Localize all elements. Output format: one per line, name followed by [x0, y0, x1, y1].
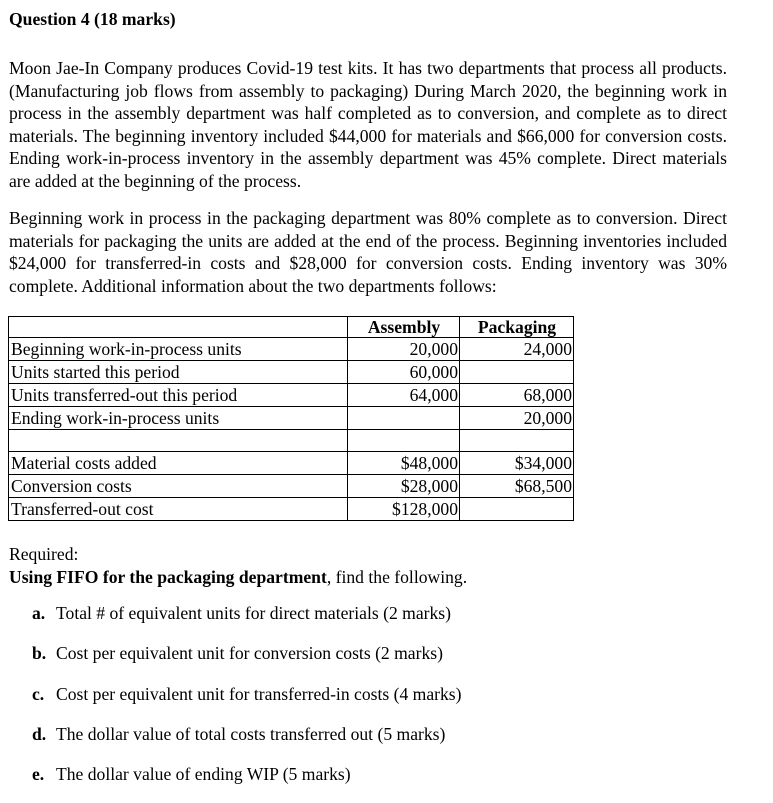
question-letter: e.: [32, 764, 45, 785]
required-title: Required:: [9, 544, 79, 564]
list-item: [32, 602, 462, 642]
table-row: [9, 384, 574, 407]
table-spacer-row: [9, 430, 574, 452]
row-label: [9, 430, 348, 452]
question-text: Cost per equivalent unit for transferred-in costs (4 marks): [56, 683, 462, 704]
assembly-value: [348, 430, 460, 452]
row-label: Transferred-out cost: [9, 498, 348, 521]
row-label: Beginning work-in-process units: [9, 338, 348, 361]
row-label: Units started this period: [9, 361, 348, 384]
packaging-value: 24,000: [460, 338, 574, 361]
question-letter: a.: [32, 603, 46, 623]
packaging-value: $34,000: [460, 452, 574, 475]
row-label: Material costs added: [9, 452, 348, 475]
question-text: The dollar value of total costs transferred out (5 marks): [56, 723, 446, 744]
table-row: [9, 498, 574, 521]
header-packaging: Packaging: [460, 317, 574, 338]
header-assembly: Assembly: [348, 317, 460, 338]
list-item: [32, 683, 462, 723]
table-row: [9, 338, 574, 361]
assembly-value: $128,000: [348, 498, 460, 521]
row-label: Conversion costs: [9, 475, 348, 498]
assembly-value: 64,000: [348, 384, 460, 407]
question-list: [32, 602, 462, 803]
instruction-bold: Using FIFO for the packaging department: [9, 566, 327, 587]
header-blank-cell: [9, 317, 348, 338]
packaging-value: 20,000: [460, 407, 574, 430]
row-label: Ending work-in-process units: [9, 407, 348, 430]
table-row: [9, 475, 574, 498]
assembly-value: [348, 407, 460, 430]
question-heading: Question 4 (18 marks): [9, 9, 176, 29]
question-text: The dollar value of ending WIP (5 marks): [56, 764, 351, 785]
assembly-value: $28,000: [348, 475, 460, 498]
packaging-value: $68,500: [460, 475, 574, 498]
packaging-value: 68,000: [460, 384, 574, 407]
packaging-value: [460, 498, 574, 521]
required-section: [9, 543, 467, 588]
table-header-row: [9, 317, 574, 338]
question-text: Cost per equivalent unit for conversion costs (2 marks): [56, 643, 443, 664]
assembly-value: 20,000: [348, 338, 460, 361]
department-data-table: [8, 316, 574, 521]
paragraph-packaging: Beginning work in process in the packaging department was 80% complete as to conversion. Direct materials for packaging the units are added at the end of the process. Beginning inventories included $24,000 for transferred-in costs and $28,000 for conversion costs. Ending inventory was 30% complete. Additional information about the two departments follows:: [9, 208, 727, 296]
table-row: [9, 361, 574, 384]
assembly-value: $48,000: [348, 452, 460, 475]
list-item: [32, 723, 462, 763]
question-text: Total # of equivalent units for direct materials (2 marks): [56, 603, 451, 623]
list-item: [32, 642, 462, 682]
table-row: [9, 407, 574, 430]
assembly-value: 60,000: [348, 361, 460, 384]
packaging-value: [460, 430, 574, 452]
paragraph-assembly: Moon Jae-In Company produces Covid-19 test kits. It has two departments that process all products. (Manufacturing job flows from assembly to packaging) During March 2020, the beginning work in process in the assembly department was half completed as to conversion, and complete as to direct materials. The beginning inventory included $44,000 for materials and $66,000 for conversion costs. Ending work-in-process inventory in the assembly department was 45% complete. Direct materials are added at the beginning of the process.: [9, 58, 727, 191]
instruction-rest: , find the following.: [326, 566, 468, 587]
required-instruction: [9, 566, 467, 589]
row-label: Units transferred-out this period: [9, 384, 348, 407]
question-letter: c.: [32, 683, 45, 704]
packaging-value: [460, 361, 574, 384]
table-row: [9, 452, 574, 475]
list-item: [32, 763, 462, 803]
question-letter: b.: [32, 643, 47, 664]
question-letter: d.: [32, 723, 47, 744]
